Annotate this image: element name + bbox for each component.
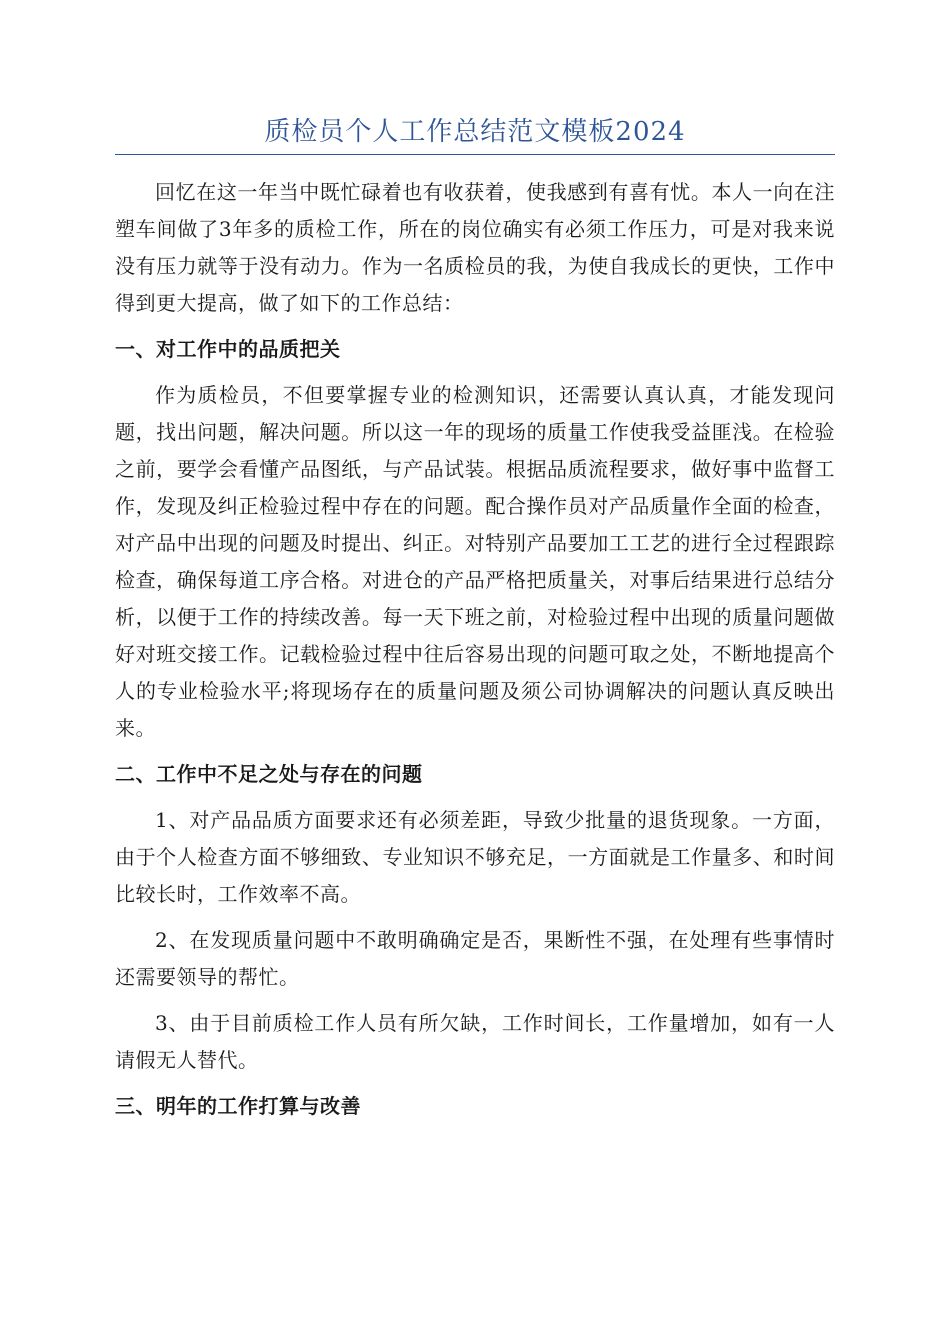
section-2-paragraph-1: 1、对产品品质方面要求还有必须差距，导致少批量的退货现象。一方面，由于个人检查方面不够细致、专业知识不够充足，一方面就是工作量多、和时间比较长时，工作效率不高。 — [115, 808, 835, 906]
section-1-heading: 一、对工作中的品质把关 — [115, 337, 341, 361]
section-2-paragraph-3: 3、由于目前质检工作人员有所欠缺，工作时间长，工作量增加，如有一人请假无人替代。 — [115, 1011, 835, 1072]
section-1-paragraph-1: 作为质检员，不但要掌握专业的检测知识，还需要认真认真，才能发现问题，找出问题，解决问题。所以这一年的现场的质量工作使我受益匪浅。在检验之前，要学会看懂产品图纸，与产品试装。根据品质流程要求，做好事中监督工作，发现及纠正检验过程中存在的问题。配合操作员对产品质量作全面的检查，对产品中出现的问题及时提出、纠正。对特别产品要加工工艺的进行全过程跟踪检查，确保每道工序合格。对进仓的产品严格把质量关，对事后结果进行总结分析，以便于工作的持续改善。每一天下班之前，对检验过程中出现的质量问题做好对班交接工作。记载检验过程中往后容易出现的问题可取之处，不断地提高个人的专业检验水平;将现场存在的质量问题及须公司协调解决的问题认真反映出来。 — [115, 383, 835, 740]
section-2-paragraph-2: 2、在发现质量问题中不敢明确确定是否，果断性不强，在处理有些事情时还需要领导的帮忙。 — [115, 928, 835, 989]
intro-paragraph: 回忆在这一年当中既忙碌着也有收获着，使我感到有喜有忧。本人一向在注塑车间做了3年多的质检工作，所在的岗位确实有必须工作压力，可是对我来说没有压力就等于没有动力。作为一名质检员的我，为使自我成长的更快，工作中得到更大提高，做了如下的工作总结： — [115, 180, 835, 315]
title-underline — [115, 154, 835, 155]
document-body — [115, 174, 835, 1134]
section-3-heading: 三、明年的工作打算与改善 — [115, 1094, 361, 1118]
document-title: 质检员个人工作总结范文模板2024 — [264, 117, 686, 147]
section-2-heading: 二、工作中不足之处与存在的问题 — [115, 762, 423, 786]
